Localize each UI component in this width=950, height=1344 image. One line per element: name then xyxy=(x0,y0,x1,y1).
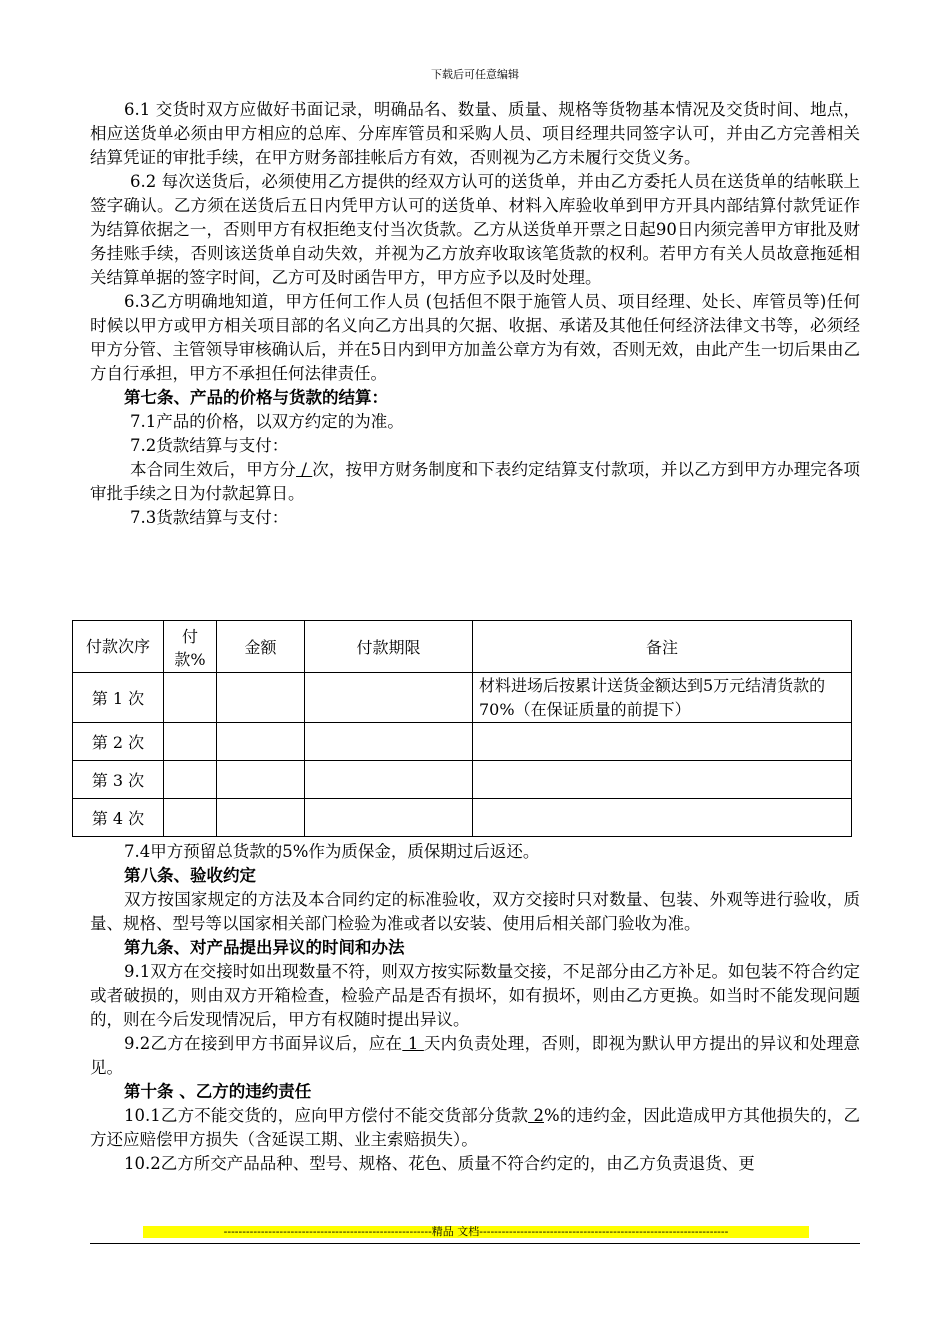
clause-7-3: 7.3货款结算与支付： xyxy=(130,508,289,527)
heading-article-9: 第九条、对产品提出异议的时间和办法 xyxy=(124,938,405,957)
cell-remark: 材料进场后按累计送货金额达到5万元结清货款的70%（在保证质量的前提下） xyxy=(473,673,852,723)
cell-amount xyxy=(217,723,305,761)
table-row xyxy=(73,723,852,761)
table-header-row xyxy=(73,621,852,673)
row-label: 第 4 次 xyxy=(73,799,164,837)
table-row xyxy=(73,673,852,723)
days-blank: 1 xyxy=(402,1034,424,1053)
clause-9-1: 9.1双方在交接时如出现数量不符，则双方按实际数量交接，不足部分由乙方补足。如包装不符合约定或者破损的，则由双方开箱检查，检验产品是否有损坏，如有损坏，则由乙方更换。如当时不能发现问题的，则在今后发现情况后，甲方有权随时提出异议。 xyxy=(90,962,860,1029)
document-body-continued xyxy=(90,840,860,1176)
row-label: 第 1 次 xyxy=(73,673,164,723)
header-term: 付款期限 xyxy=(305,621,473,673)
table-row xyxy=(73,761,852,799)
clause-7-1: 7.1产品的价格，以双方约定的为准。 xyxy=(130,412,404,431)
installment-count-blank: / xyxy=(296,460,313,479)
clause-9-2 xyxy=(90,1032,860,1080)
cell-remark xyxy=(473,723,852,761)
clause-7-4: 7.4甲方预留总货款的5%作为质保金，质保期过后返还。 xyxy=(124,842,540,861)
payment-schedule-table xyxy=(72,620,852,837)
page-header: 下载后可任意编辑 xyxy=(431,68,519,81)
clause-10-2: 10.2乙方所交产品品种、型号、规格、花色、质量不符合约定的，由乙方负责退货、更 xyxy=(124,1154,755,1173)
heading-article-10: 第十条 、乙方的违约责任 xyxy=(124,1082,312,1101)
row-label: 第 3 次 xyxy=(73,761,164,799)
document-body xyxy=(90,98,860,530)
clause-7-2: 7.2货款结算与支付： xyxy=(130,436,289,455)
clause-7-2-body xyxy=(90,458,860,506)
clause-7-2-text-a: 本合同生效后，甲方分 xyxy=(130,460,297,479)
header-amount: 金额 xyxy=(217,621,305,673)
cell-term xyxy=(305,761,473,799)
cell-percent xyxy=(164,761,217,799)
table-row xyxy=(73,799,852,837)
heading-article-8: 第八条、验收约定 xyxy=(124,866,256,885)
cell-amount xyxy=(217,761,305,799)
cell-percent xyxy=(164,799,217,837)
clause-6-3: 6.3乙方明确地知道，甲方任何工作人员 (包括但不限于施管人员、项目经理、处长、库管员等)任何时候以甲方或甲方相关项目部的名义向乙方出具的欠据、收据、承诺及其他任何经济法律文书等，必须经甲方分管、主管领导审核确认后，并在5日内到甲方加盖公章方为有效，否则无效，由此产生一切后果由乙方自行承担，甲方不承担任何法律责任。 xyxy=(90,292,860,383)
cell-remark xyxy=(473,761,852,799)
row-label: 第 2 次 xyxy=(73,723,164,761)
clause-9-2-text-b: 天内负责处理，否则，即视为默认甲方提出的异议和处理意见。 xyxy=(90,1034,860,1077)
footer-banner: --------------------------------------------------------精品 文档------------------------------------------------------------------- xyxy=(143,1226,809,1238)
clause-6-1: 6.1 交货时双方应做好书面记录，明确品名、数量、质量、规格等货物基本情况及交货时间、地点，相应送货单必须由甲方相应的总库、分库库管员和采购人员、项目经理共同签字认可，并由乙方完善相关结算凭证的审批手续，在甲方财务部挂帐后方有效，否则视为乙方未履行交货义务。 xyxy=(90,100,860,167)
clause-8: 双方按国家规定的方法及本合同约定的标准验收，双方交接时只对数量、包装、外观等进行验收，质量、规格、型号等以国家相关部门检验为准或者以安装、使用后相关部门验收为准。 xyxy=(90,890,860,933)
cell-term xyxy=(305,673,473,723)
clause-7-2-text-b: 次，按甲方财务制度和下表约定结算支付款项，并以乙方到甲方办理完各项审批手续之日为付款起算日。 xyxy=(90,460,861,503)
header-percent: 付款% xyxy=(164,621,217,673)
cell-remark xyxy=(473,799,852,837)
cell-amount xyxy=(217,799,305,837)
cell-term xyxy=(305,799,473,837)
cell-amount xyxy=(217,673,305,723)
header-remark: 备注 xyxy=(473,621,852,673)
clause-10-1-text-a: 10.1乙方不能交货的，应向甲方偿付不能交货部分货款 xyxy=(124,1106,529,1125)
cell-term xyxy=(305,723,473,761)
cell-percent xyxy=(164,723,217,761)
penalty-rate-blank: 2 xyxy=(528,1106,544,1125)
footer-divider xyxy=(90,1243,860,1244)
clause-9-2-text-a: 9.2乙方在接到甲方书面异议后，应在 xyxy=(124,1034,403,1053)
cell-percent xyxy=(164,673,217,723)
header-installment: 付款次序 xyxy=(73,621,164,673)
clause-6-2: 6.2 每次送货后，必须使用乙方提供的经双方认可的送货单，并由乙方委托人员在送货单的结帐联上签字确认。乙方须在送货后五日内凭甲方认可的送货单、材料入库验收单到甲方开具内部结算付款凭证作为结算依据之一，否则甲方有权拒绝支付当次货款。乙方从送货单开票之日起90日内须完善甲方审批及财务挂账手续，否则该送货单自动失效，并视为乙方放弃收取该笔货款的权利。若甲方有关人员故意拖延相关结算单据的签字时间，乙方可及时函告甲方，甲方应予以及时处理。 xyxy=(90,172,860,287)
clause-10-1-text-b: %的违约金，因此造成甲方其他损失的，乙方还应赔偿甲方损失（含延误工期、业主索赔损失）。 xyxy=(90,1106,860,1149)
clause-10-1 xyxy=(90,1104,860,1152)
heading-article-7: 第七条、产品的价格与货款的结算： xyxy=(124,388,388,407)
